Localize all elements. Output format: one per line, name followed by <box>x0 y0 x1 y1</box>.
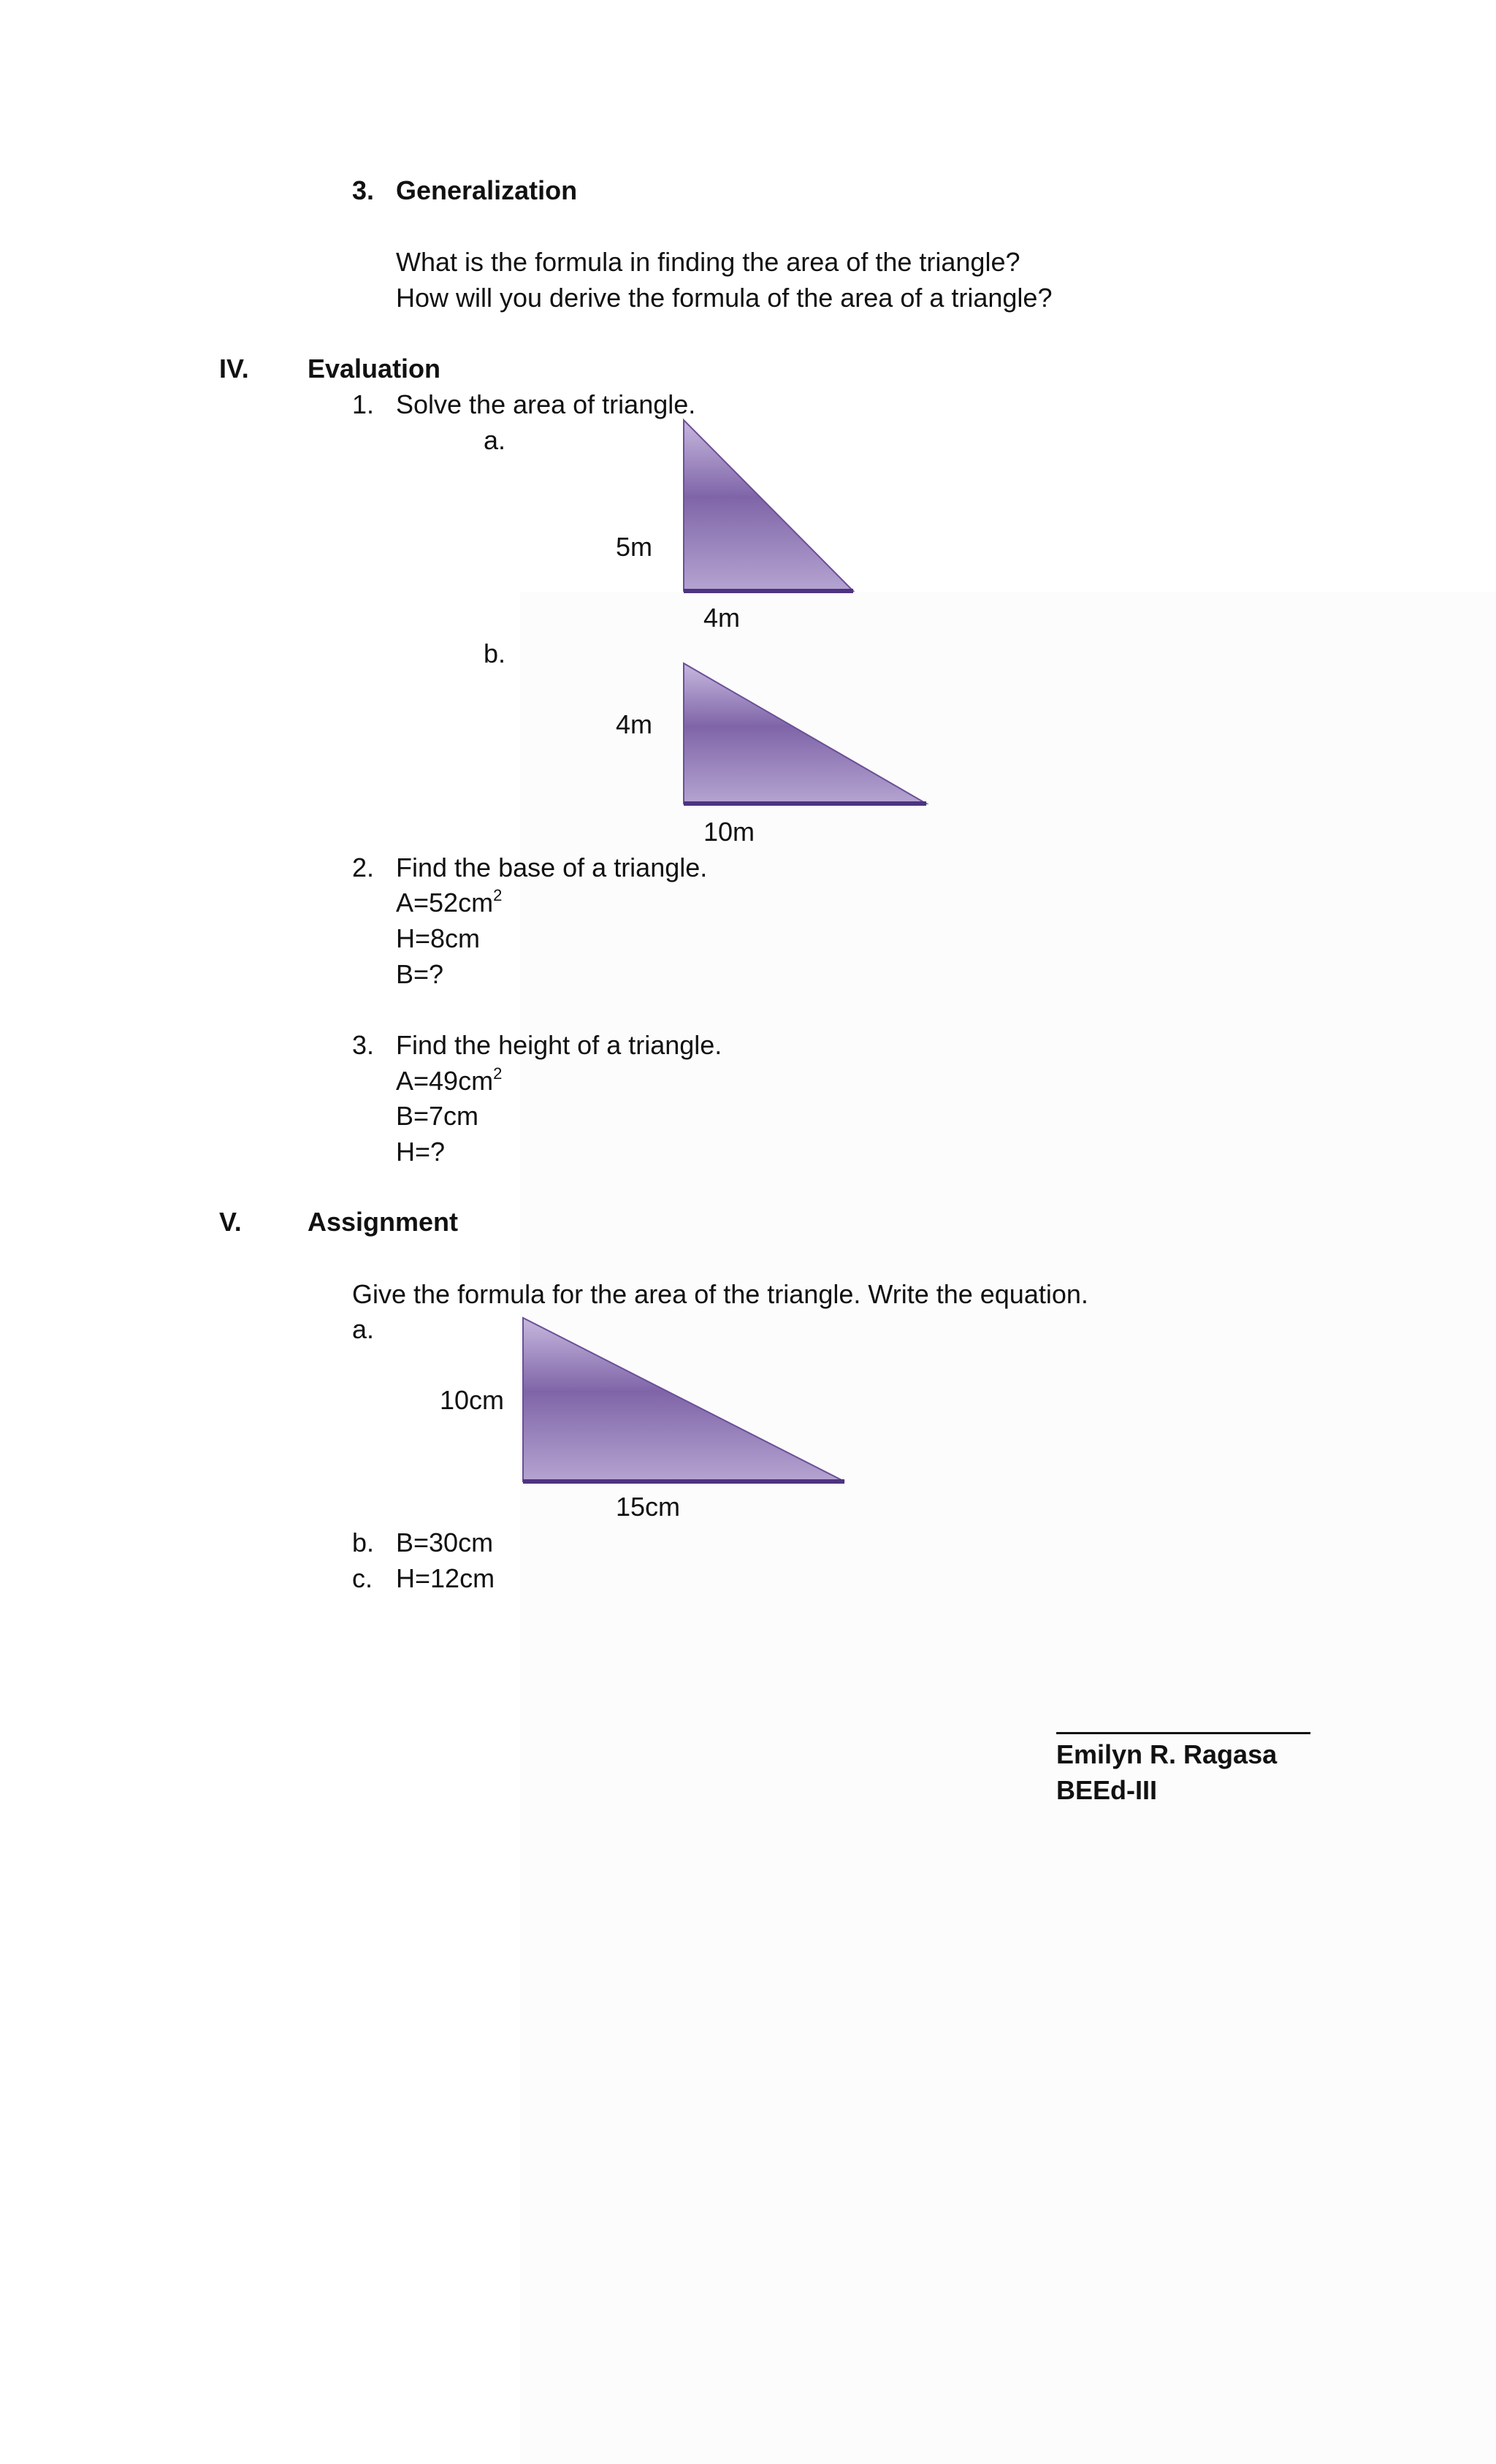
evaluation-item3-unknown: H=? <box>396 1137 446 1167</box>
superscript-exponent: 2 <box>493 1064 503 1083</box>
evaluation-item1a-letter: a. <box>484 425 506 455</box>
evaluation-numeral: IV. <box>219 354 249 384</box>
generalization-title: Generalization <box>396 175 578 205</box>
signature-course: BEEd-III <box>1056 1775 1158 1805</box>
generalization-question-2: How will you derive the formula of the area of a triangle? <box>396 283 1053 313</box>
generalization-number: 3. <box>352 175 375 205</box>
signature-line <box>1056 1732 1310 1734</box>
triangle-figure-b <box>681 662 929 808</box>
evaluation-item1b-letter: b. <box>484 638 506 668</box>
triangle-b-base-label: 10m <box>703 817 755 847</box>
generalization-question-1: What is the formula in finding the area of the triangle? <box>396 247 1020 277</box>
evaluation-title: Evaluation <box>308 354 441 384</box>
evaluation-item3-base: B=7cm <box>396 1101 479 1131</box>
evaluation-item3-area: $A=49cm^2$ <box>396 1064 503 1096</box>
evaluation-item1-text: Solve the area of triangle. <box>396 389 696 419</box>
assignment-b-text: B=30cm <box>396 1527 494 1557</box>
assignment-numeral: V. <box>219 1207 242 1237</box>
evaluation-item3-number: 3. <box>352 1030 375 1060</box>
assignment-instruction: Give the formula for the area of the triangle. Write the equation. <box>352 1279 1088 1309</box>
evaluation-item1-number: 1. <box>352 389 375 419</box>
triangle-a-base-label: 4m <box>703 603 741 633</box>
signature-name: Emilyn R. Ragasa <box>1056 1739 1278 1769</box>
evaluation-item2-height: H=8cm <box>396 923 481 953</box>
evaluation-item2-number: 2. <box>352 853 375 882</box>
triangle-assignment-height-label: 10cm <box>440 1385 505 1415</box>
triangle-figure-a <box>681 419 856 594</box>
superscript-exponent: 2 <box>493 886 503 904</box>
evaluation-item2-area: $A=52cm^2$ <box>396 886 503 918</box>
assignment-b-letter: b. <box>352 1527 375 1557</box>
triangle-figure-assignment <box>520 1316 847 1489</box>
evaluation-item2-unknown: B=? <box>396 959 444 989</box>
assignment-c-text: H=12cm <box>396 1563 495 1593</box>
evaluation-item2-text: Find the base of a triangle. <box>396 853 708 882</box>
triangle-b-height-label: 4m <box>616 709 653 739</box>
assignment-a-letter: a. <box>352 1314 375 1344</box>
evaluation-item3-text: Find the height of a triangle. <box>396 1030 722 1060</box>
assignment-title: Assignment <box>308 1207 459 1237</box>
triangle-a-height-label: 5m <box>616 532 653 562</box>
triangle-assignment-base-label: 15cm <box>616 1492 681 1522</box>
assignment-c-letter: c. <box>352 1563 373 1593</box>
